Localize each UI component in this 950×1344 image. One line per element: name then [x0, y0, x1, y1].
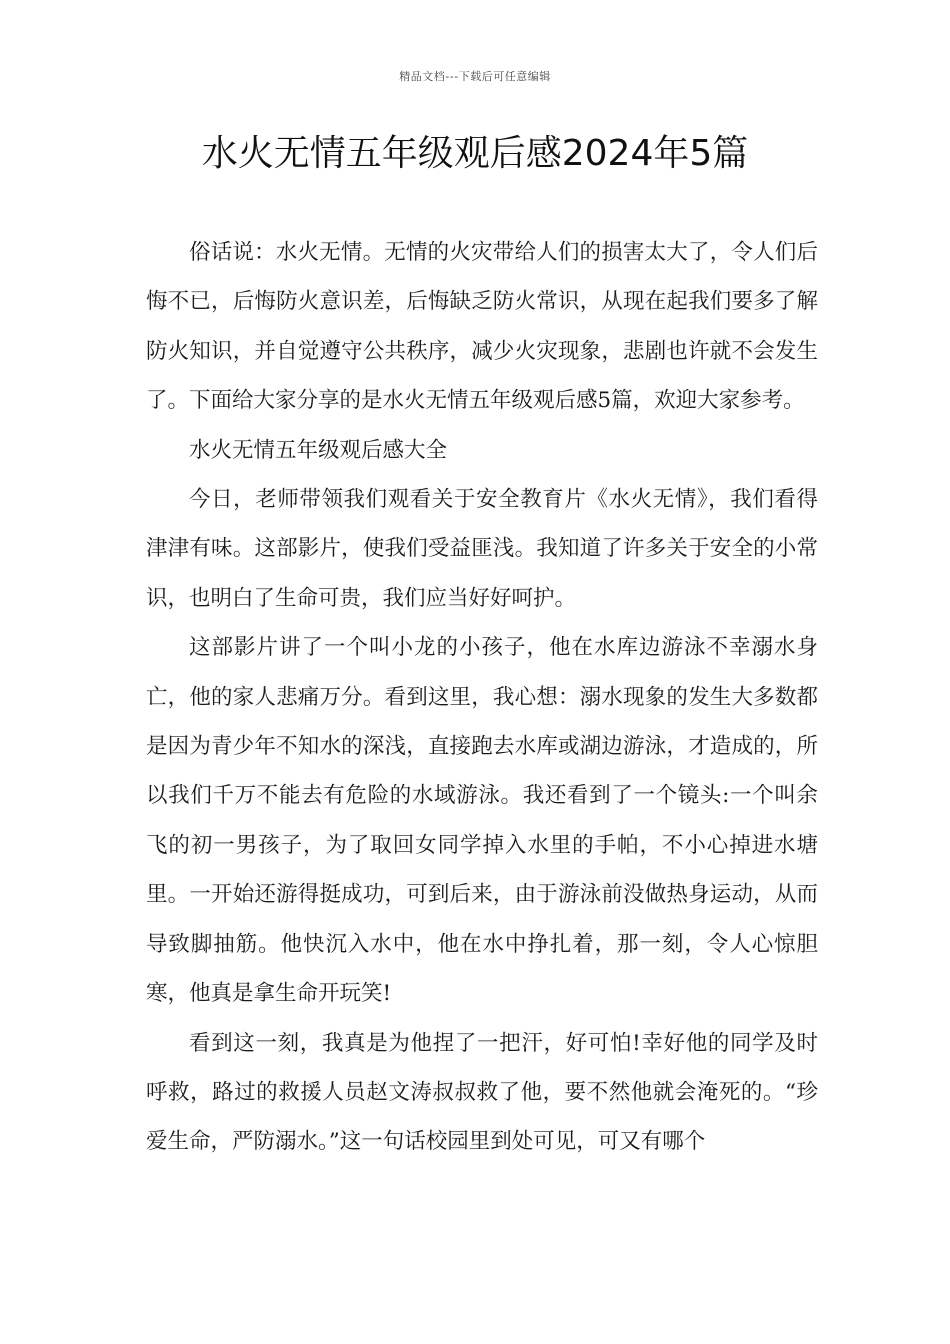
header-note: 精品文档---下载后可任意编辑 — [399, 70, 551, 83]
paragraph-3: 看到这一刻，我真是为他捏了一把汗，好可怕!幸好他的同学及时呼救，路过的救援人员赵文涛叔叔救了他，要不然他就会淹死的。“珍爱生命，严防溺水。”这一句话校园里到处可见，可又有哪个 — [146, 1030, 818, 1155]
paragraph-1: 今日，老师带领我们观看关于安全教育片《水火无情》，我们看得津津有味。这部影片，使我们受益匪浅。我知道了许多关于安全的小常识，也明白了生命可贵，我们应当好好呵护。 — [146, 487, 818, 611]
paragraph-subheading: 水火无情五年级观后感大全 — [189, 437, 448, 463]
paragraph-intro: 俗话说：水火无情。无情的火灾带给人们的损害太大了，令人们后悔不已，后悔防火意识差，后悔缺乏防火常识，从现在起我们要多了解防火知识，并自觉遵守公共秩序，减少火灾现象，悲剧也许就不会发生了。下面给大家分享的是水火无情五年级观后感5篇，欢迎大家参考。 — [146, 240, 818, 414]
paragraph-2: 这部影片讲了一个叫小龙的小孩子，他在水库边游泳不幸溺水身亡，他的家人悲痛万分。看到这里，我心想：溺水现象的发生大多数都是因为青少年不知水的深浅，直接跑去水库或湖边游泳，才造成的，所以我们千万不能去有危险的水域游泳。我还看到了一个镜头:一个叫余飞的初一男孩子，为了取回女同学掉入水里的手帕，不小心掉进水塘里。一开始还游得挺成功，可到后来，由于游泳前没做热身运动，从而导致脚抽筋。他快沉入水中，他在水中挣扎着，那一刻，令人心惊胆寒，他真是拿生命开玩笑! — [146, 635, 818, 1007]
document-title: 水火无情五年级观后感2024年5篇 — [201, 133, 749, 174]
document-body — [146, 228, 818, 1167]
